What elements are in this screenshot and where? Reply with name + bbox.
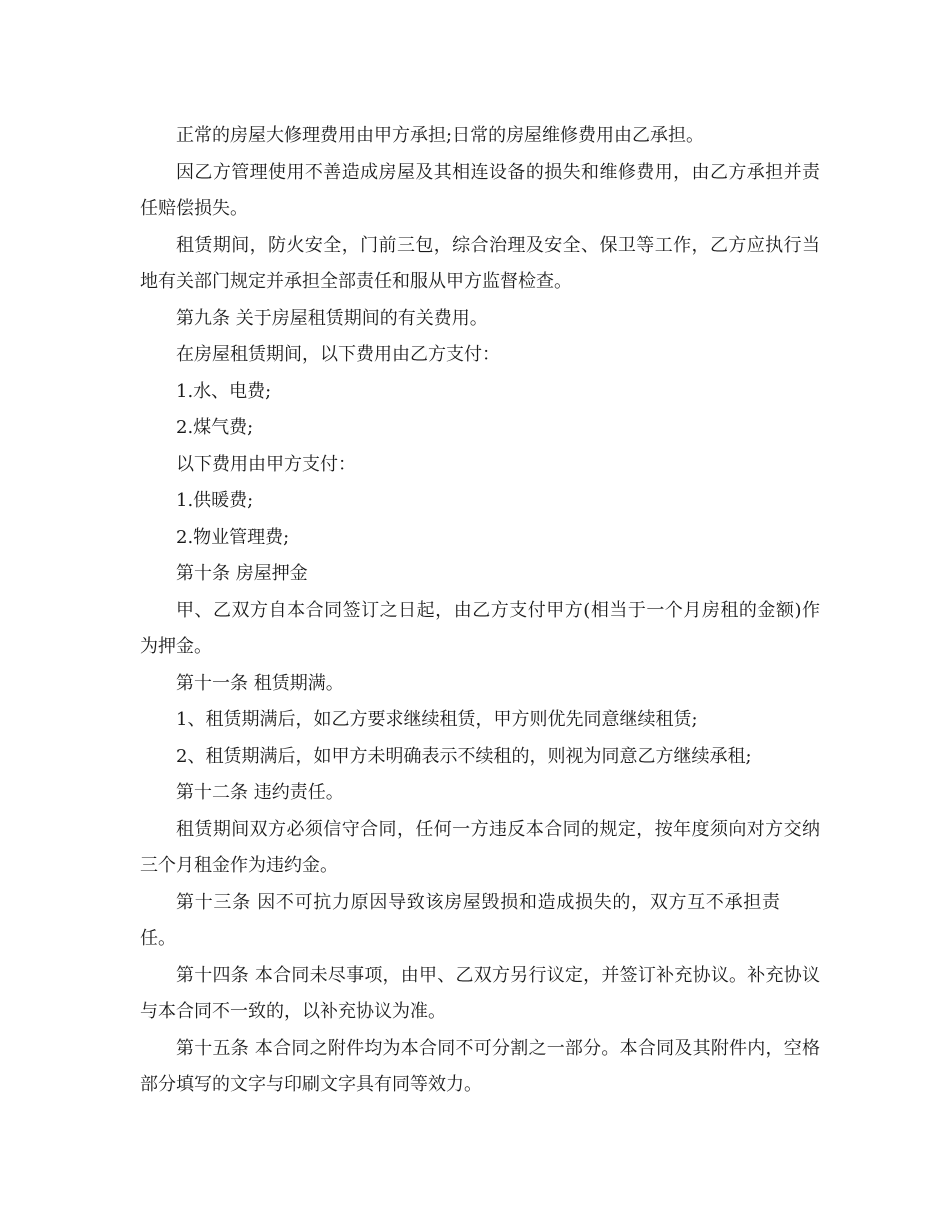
article-15-attachments: 第十五条 本合同之附件均为本合同不可分割之一部分。本合同及其附件内，空格部分填写的文字与印刷文字具有同等效力。 [140,1037,820,1095]
article-9-heading: 第九条 关于房屋租赁期间的有关费用。 [176,307,488,329]
article-14-supplementary: 第十四条 本合同未尽事项，由甲、乙双方另行议定，并签订补充协议。补充协议与本合同不一致的，以补充协议为准。 [140,964,820,1022]
list-item-gas: 2.煤气费; [176,417,254,438]
list-item-water-electricity: 1.水、电费; [176,380,272,402]
list-item-property-management: 2.物业管理费; [176,526,290,548]
document-body [140,118,820,1104]
paragraph-repair-costs: 正常的房屋大修理费用由甲方承担;日常的房屋维修费用由乙承担。 [176,125,705,146]
paragraph-landlord-pays: 以下费用由甲方支付： [176,453,356,475]
paragraph-tenant-pays: 在房屋租赁期间，以下费用由乙方支付： [176,344,500,365]
paragraph-damage-liability: 因乙方管理使用不善造成房屋及其相连设备的损失和维修费用，由乙方承担并责任赔偿损失。 [140,161,820,219]
list-item-auto-renewal: 2、租赁期满后，如甲方未明确表示不续租的，则视为同意乙方继续承租; [176,745,752,767]
paragraph-deposit: 甲、乙双方自本合同签订之日起，由乙方支付甲方(相当于一个月房租的金额)作为押金。 [140,599,820,657]
article-12-heading: 第十二条 违约责任。 [176,782,344,803]
article-13-force-majeure: 第十三条 因不可抗力原因导致该房屋毁损和造成损失的，双方互不承担责任。 [140,891,780,949]
paragraph-breach-penalty: 租赁期间双方必须信守合同，任何一方违反本合同的规定，按年度须向对方交纳三个月租金作为违约金。 [140,818,820,876]
article-11-heading: 第十一条 租赁期满。 [176,672,344,694]
paragraph-fire-safety: 租赁期间，防火安全，门前三包，综合治理及安全、保卫等工作，乙方应执行当地有关部门规定并承担全部责任和服从甲方监督检查。 [140,234,820,292]
article-10-heading: 第十条 房屋押金 [176,563,308,584]
list-item-renewal-request: 1、租赁期满后，如乙方要求继续租赁，甲方则优先同意继续租赁; [176,709,698,730]
list-item-heating: 1.供暖费; [176,490,254,511]
